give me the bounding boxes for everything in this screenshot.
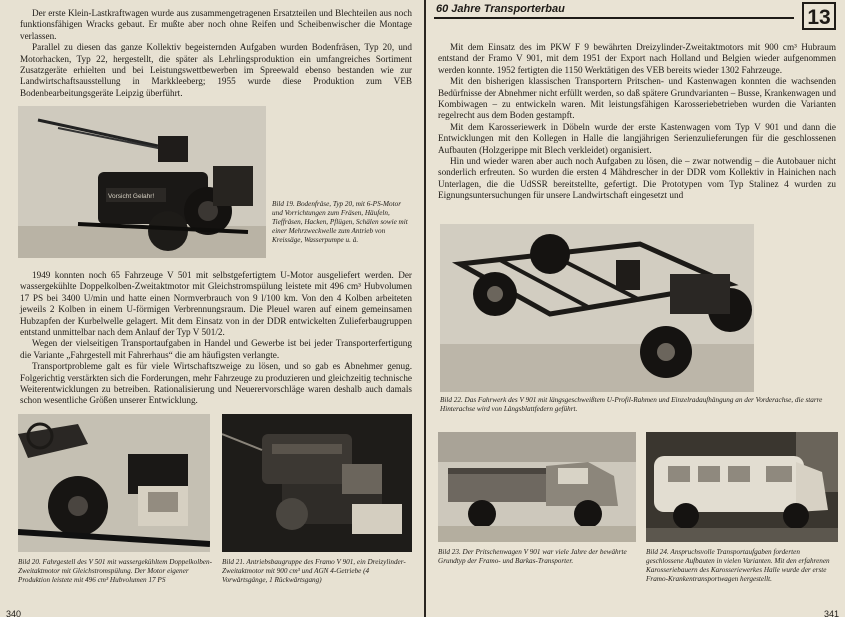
caption-bild-20: Bild 20. Fahrgestell des V 501 mit wassergekühltem Doppelkolben-Zweitaktmotor mit Gleichstromspülung. Der Motor eigener Produktion leistete mit 496 cm³ Hubvolumen 17 PS [18,558,212,584]
paragraph-5: Transportprobleme galt es für viele Wirtschaftszweige zu lösen, und so gab es Abnehmer genug. Folgerichtig verstärkten sich die Forderungen, mehr Fahrzeuge zu produzieren und gleichzeitig technische Weiterentwicklungen zu betreiben. Rationalisierung und Neuerervorschläge waren deshalb auch damals schon wesentliche Größen unserer Entwicklung. [20,361,412,406]
caption-bild-22: Bild 22. Das Fahrwerk des V 901 mit längsgeschweißtem U-Profil-Rahmen und Einzelradaufhängung an der Vorderachse, die starre Hinterachse wird von Längsblattfedern geführt. [440,396,823,413]
caption-bild-19: Bild 19. Bodenfräse, Typ 20, mit 6-PS-Motor und Vorrichtungen zum Fräsen, Häufeln, Tieffräsen, Hacken, Pflügen, Schälen sowie mit einer Mehrzweckwelle zum Antrieb von Kreissäge, Wasserpumpe u. ä. [272,200,408,244]
caption-bild-24: Bild 24. Anspruchsvolle Transportaufgaben forderten geschlossene Aufbauten in vielen Varianten. Mit den erfahrenen Karosseriebauern des Karosseriewerkes Halle wurde der erste Framo-Krankentransportwagen hergestellt. [646,548,830,583]
page-number-left: 340 [6,609,22,617]
paragraph-2: Parallel zu diesen das ganze Kollektiv begeisternden Aufgaben wurden Bodenfräsen, Typ 20, und Motorhacken, Typ 22, hergestellt, die später als Lehrlingsproduktion ein umfangreiches Sortiment Zusatzgeräte erhielten und bei Leistungswettbewerben im Spreewald ebenso bestanden wie zur Landwirtschaftsausstellung in Markkleeberg; 1955 wurde diese Produktion zum VEB Bodenbearbeitungsgeräte Leipzig überführt. [20,42,412,98]
tiller-warning-label: Vorsicht Gelahr! [108,193,155,200]
text-block-middle [20,270,412,407]
photo-krankentransportwagen [646,432,838,542]
photo-fahrwerk-v901 [440,224,754,392]
text-block-top [20,8,412,99]
photo-fahrgestell-v501 [18,414,210,552]
text-block-right [438,42,836,202]
paragraph-r3: Mit dem Karosseriewerk in Döbeln wurde der erste Kastenwagen vom Typ V 901 und dann die Entwicklungen mit den Kollegen in Halle die langjährigen Serienzulieferungen für die geschlossenen Aufbauten (Holzgerippe mit Blech verkleidet) organisiert. [438,121,836,155]
photo-antriebsbaugruppe-v901 [222,414,412,552]
page-number-right: 341 [823,609,839,617]
paragraph-1: Der erste Klein-Lastkraftwagen wurde aus zusammengetragenen Ersatzteilen und Blechteilen aus noch funktionsfähigen Wracks gebaut. Er mußte aber noch ohne Reifen und Scheibenwischer die Montage verlassen. [20,8,412,41]
paragraph-r4: Hin und wieder waren aber auch noch Aufgaben zu lösen, die – zwar notwendig – die Autobauer nicht sonderlich erfreuten. So wurden die ersten 4 Mähdrescher in der DDR vom Kollektiv in Hainichen nach Unterlagen, die die UdSSR bereitstellte, gefertigt. Die Prototypen vom Typ Stalinez 4 wurden zu Eignungsuntersuchungen für unsere Landwirtschaft eingesetzt und [438,156,836,201]
photo-bodenfraese [18,106,266,258]
chapter-number-box: 13 [802,2,836,30]
header-rule [434,17,794,19]
running-header-title: 60 Jahre Transporterbau [436,3,565,15]
paragraph-4: Wegen der vielseitigen Transportaufgaben in Handel und Gewerbe ist bei jeder Transporterfertigung die Variante „Fahrgestell mit Fahrerhaus“ die am häufigsten verlangte. [20,338,412,360]
caption-bild-23: Bild 23. Der Pritschenwagen V 901 war viele Jahre der bewährte Grundtyp der Framo- und Barkas-Transporter. [438,548,627,565]
photo-pritschenwagen-v901 [438,432,636,542]
paragraph-r1: Mit dem Einsatz des im PKW F 9 bewährten Dreizylinder-Zweitaktmotors mit 900 cm³ Hubraum entstand der Framo V 901, mit dem 1951 der Export nach Holland und Belgien wieder aufgenommen werden konnte. 1952 fertigten die 1150 Werktätigen des VEB bereits wieder 1302 Fahrzeuge. [438,42,836,75]
paragraph-3: 1949 konnten noch 65 Fahrzeuge V 501 mit selbstgefertigtem U-Motor ausgeliefert werden. Der wassergekühlte Doppelkolben-Zweitaktmotor mit Gleichstromspülung leistete mit 496 cm³ Hubvolumen 17 PS bei 3400 U/min und hatte einen Normverbrauch von 9 l/100 km. Von den 4 Kolben arbeiteten jeweils 2 Kolben in einem U-förmigen Verbrennungsraum. Die Pleuel waren auf einem gemeinsamen Hubzapfen der Kurbelwelle gelagert. Mit dem Einsatz von in der DDR entwickelten Zulieferbaugruppen entstand unmittelbar nach dem Anlauf der Typ V 501/2. [20,270,412,338]
caption-bild-21: Bild 21. Antriebsbaugruppe des Framo V 901, ein Dreizylinder-Zweitaktmotor mit 900 cm³ und AGN 4-Getriebe (4 Vorwärtsgänge, 1 Rückwärtsgang) [222,558,406,584]
right-page [426,0,845,617]
paragraph-r2: Mit den bisherigen klassischen Transportern Pritschen- und Kastenwagen konnten die wachsenden Bedürfnisse der Abnehmer nicht erfüllt werden, so daß spätere Grundvarianten – Busse, Krankenwagen und Kombiwagen – zu entwickeln waren. Mit leistungsfähigen Karosseriebetrieben wurden die Varianten regelrecht aus dem Boden gestampft. [438,76,836,121]
